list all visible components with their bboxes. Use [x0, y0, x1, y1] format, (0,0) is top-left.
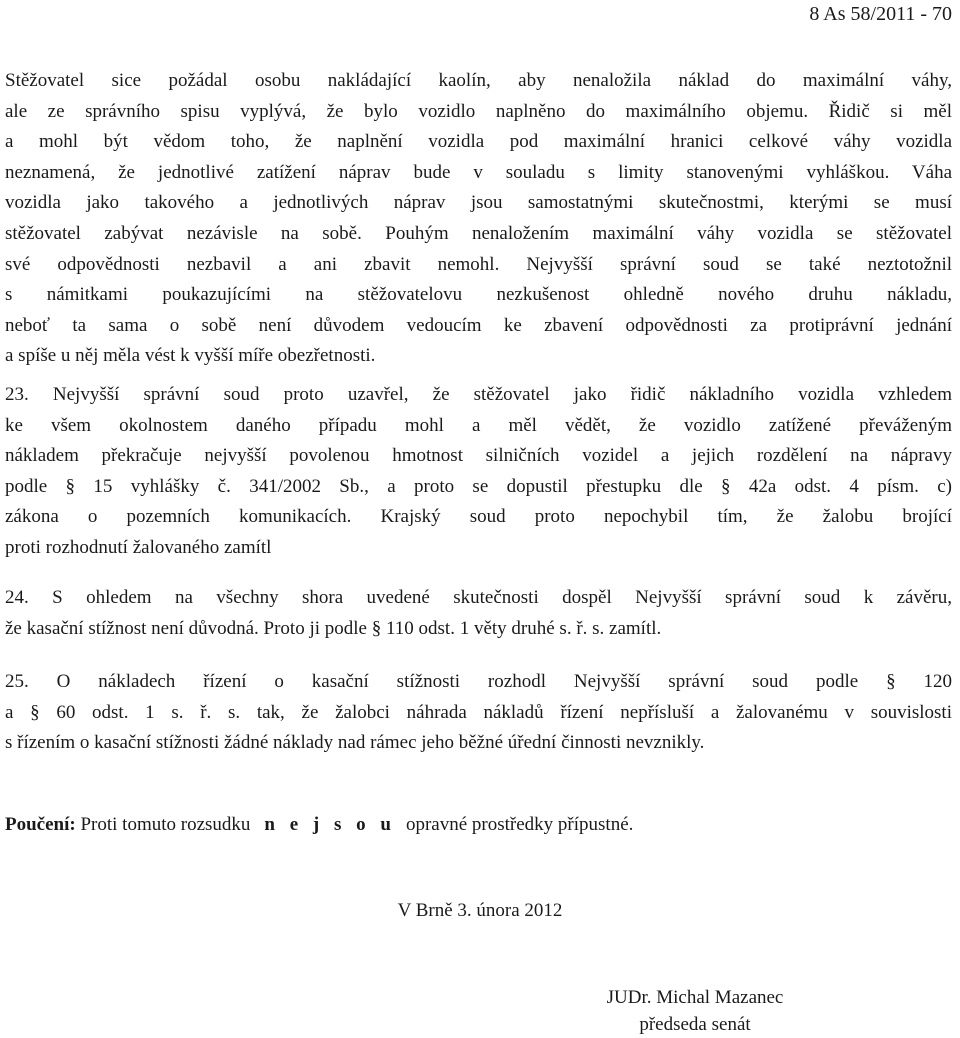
- paragraph-line: Stěžovatel sice požádal osobu nakládající kaolín, aby nenaložila náklad do maximální váhy,: [5, 70, 952, 91]
- paragraph-line: neznamená, že jednotlivé zatížení náprav bude v souladu s limity stanovenými vyhláškou. Váha: [5, 161, 952, 183]
- paragraph-line: zákona o pozemních komunikacích. Krajský soud proto nepochybil tím, že žalobu brojící: [5, 506, 952, 528]
- paragraph-line: stěžovatel zabývat nezávisle na sobě. Pouhým nenaložením maximální váhy vozidla se stěžovatel: [5, 222, 952, 244]
- signature-name: JUDr. Michal Mazanec: [606, 987, 784, 1008]
- paragraph-22: [5, 66, 952, 372]
- signature-role: předseda senát: [639, 1014, 751, 1035]
- paragraph-line: neboť ta sama o sobě není důvodem vedoucím ke zbavení odpovědnosti za protiprávní jednání: [5, 314, 952, 336]
- paragraph-line: ke všem okolnostem daného případu mohl a měl vědět, že vozidlo zatížené převáženým: [5, 414, 952, 436]
- paragraph-line: své odpovědnosti nezbavil a ani zbavit nemohl. Nejvyšší správní soud se také neztotožnil: [5, 253, 952, 275]
- paragraph-line: podle § 15 vyhlášky č. 341/2002 Sb., a proto se dopustil přestupku dle § 42a odst. 4 písm. c): [5, 475, 952, 497]
- case-reference: 8 As 58/2011 - 70: [809, 3, 952, 25]
- paragraph-line: s řízením o kasační stížnosti žádné náklady nad rámec jeho běžné úřední činnosti nevznikly.: [5, 732, 705, 754]
- paragraph-line: a mohl být vědom toho, že naplnění vozidla pod maximální hranici celkové váhy vozidla: [5, 131, 952, 153]
- paragraph-line: ale ze správního spisu vyplývá, že bylo vozidlo naplněno do maximálního objemu. Řidič si měl: [5, 100, 952, 122]
- paragraph-line: a spíše u něj měla vést k vyšší míře obezřetnosti.: [5, 345, 376, 367]
- paragraph-line: a § 60 odst. 1 s. ř. s. tak, že žalobci náhrada nákladů řízení nepřísluší a žalovanému v souvislosti: [5, 701, 952, 723]
- signature-block: [565, 984, 825, 1038]
- paragraph-line: 23. Nejvyšší správní soud proto uzavřel, že stěžovatel jako řidič nákladního vozidla vzhledem: [5, 384, 952, 405]
- instruction-label: Poučení:: [5, 814, 76, 835]
- paragraph-line: proti rozhodnutí žalovaného zamítl: [5, 536, 272, 558]
- place-and-date: V Brně 3. února 2012: [397, 900, 563, 921]
- paragraph-line: nákladem překračuje nejvyšší povolenou hmotnost silničních vozidel a jejich rozdělení na nápravy: [5, 445, 952, 467]
- paragraph-line: 25. O nákladech řízení o kasační stížnosti rozhodl Nejvyšší správní soud podle § 120: [5, 671, 952, 692]
- paragraph-line: vozidla jako takového a jednotlivých náprav jsou samostatnými skutečnostmi, kterými se musí: [5, 192, 952, 214]
- paragraph-24: [5, 583, 952, 644]
- paragraph-line: s námitkami poukazujícími na stěžovatelovu nezkušenost ohledně nového druhu nákladu,: [5, 284, 952, 306]
- paragraph-line: 24. S ohledem na všechny shora uvedené skutečnosti dospěl Nejvyšší správní soud k závěru,: [5, 587, 952, 608]
- paragraph-line: že kasační stížnost není důvodná. Proto ji podle § 110 odst. 1 věty druhé s. ř. s. zamítl.: [5, 617, 662, 639]
- paragraph-25: [5, 667, 952, 759]
- instruction-text-before: Proti tomuto rozsudku: [80, 814, 251, 835]
- instruction-text-after: opravné prostředky přípustné.: [405, 814, 634, 835]
- instruction-emphasis: n e j s o u: [264, 814, 396, 835]
- legal-instruction: [5, 812, 633, 838]
- paragraph-23: [5, 380, 952, 564]
